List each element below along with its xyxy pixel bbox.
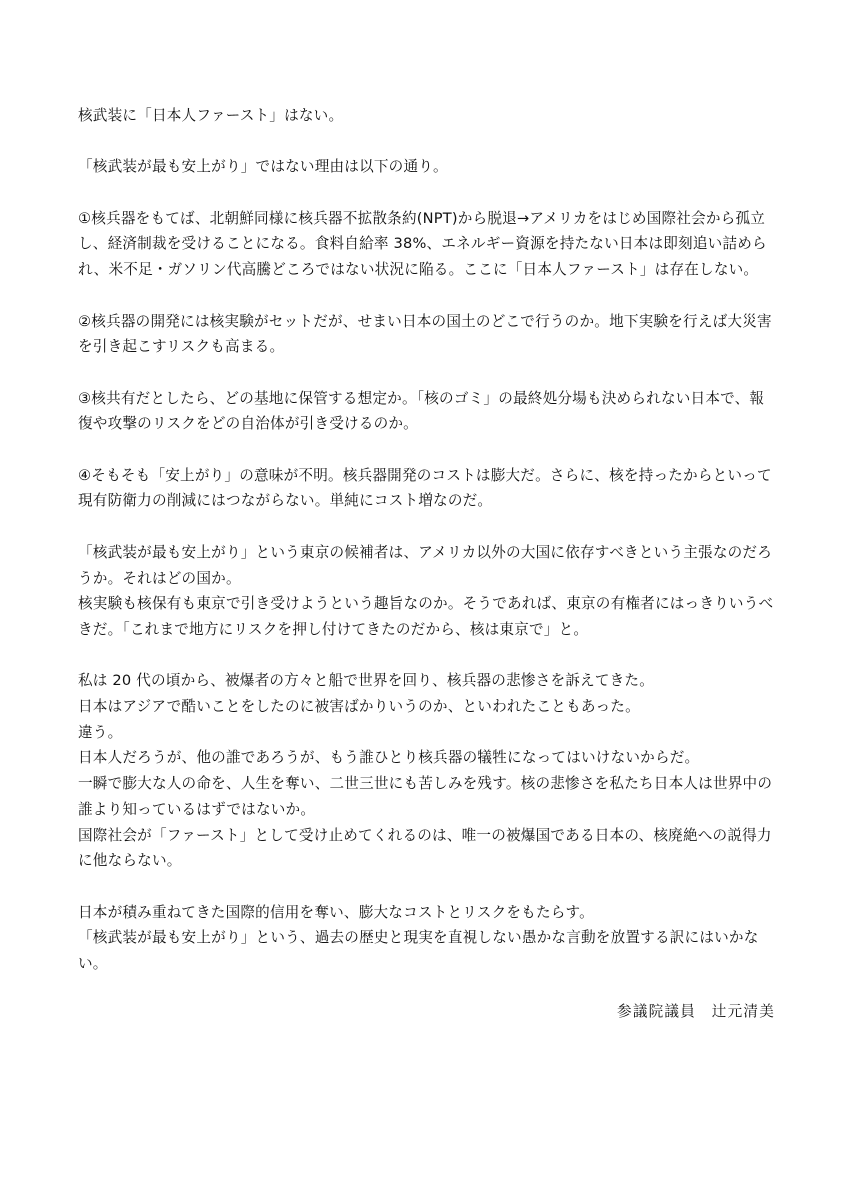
conclusion-paragraph: 日本が積み重ねてきた国際的信用を奪い、膨大なコストとリスクをもたらす。 「核武装が最も安上がり」という、過去の歴史と現実を直視しない愚かな言動を放置する訳にはいかない。 (78, 903, 759, 973)
signature: 参議院議員 辻元清美 (617, 1003, 775, 1020)
reason-2-paragraph: ②核兵器の開発には核実験がセットだが、せまい日本の国土のどこで行うのか。地下実験を行えば大災害を引き起こすリスクも高まる。 (78, 312, 772, 356)
reason-1-paragraph: ①核兵器をもてば、北朝鮮同様に核兵器不拡散条約(NPT)から脱退→アメリカをはじめ国際社会から孤立し、経済制裁を受けることになる。食料自給率 38%、エネルギー資源を持たない日本は即刻追い詰められ、米不足・ガソリン代高騰どころではない状況に陥る。ここに「日本人ファースト」は存在しない。 (78, 209, 767, 279)
tokyo-candidate-paragraph: 「核武装が最も安上がり」という東京の候補者は、アメリカ以外の大国に依存すべきという主張なのだろうか。それはどの国か。 核実験も核保有も東京で引き受けようという趣旨なのか。そうであれば、東京の有権者にはっきりいうべきだ。「これまで地方にリスクを押し付けてきたのだから、核は東京で」と。 (78, 543, 774, 638)
heading-paragraph: 核武装に「日本人ファースト」はない。 (78, 107, 344, 124)
personal-experience-paragraph: 私は 20 代の頃から、被爆者の方々と船で世界を回り、核兵器の悲惨さを訴えてきた。 日本はアジアで酷いことをしたのに被害ばかりいうのか、といわれたこともあった。 違う。 日本人だろうが、他の誰であろうが、もう誰ひとり核兵器の犠牲になってはいけないからだ。 一瞬で膨大な人の命を、人生を奪い、二世三世にも苦しみを残す。核の悲惨さを私たち日本人は世界中の誰より知っているはずではないか。 国際社会が「ファースト」として受け止めてくれるのは、唯一の被爆国である日本の、核廃絶への説得力に他ならない。 (78, 672, 773, 870)
statement-body (78, 103, 778, 977)
intro-paragraph: 「核武装が最も安上がり」ではない理由は以下の通り。 (78, 158, 448, 176)
reason-4-paragraph: ④そもそも「安上がり」の意味が不明。核兵器開発のコストは膨大だ。さらに、核を持ったからといって現有防衛力の削減にはつながらない。単純にコスト増なのだ。 (78, 466, 772, 510)
reason-3-paragraph: ③核共有だとしたら、どの基地に保管する想定か。「核のゴミ」の最終処分場も決められない日本で、報復や攻撃のリスクをどの自治体が引き受けるのか。 (78, 389, 765, 433)
